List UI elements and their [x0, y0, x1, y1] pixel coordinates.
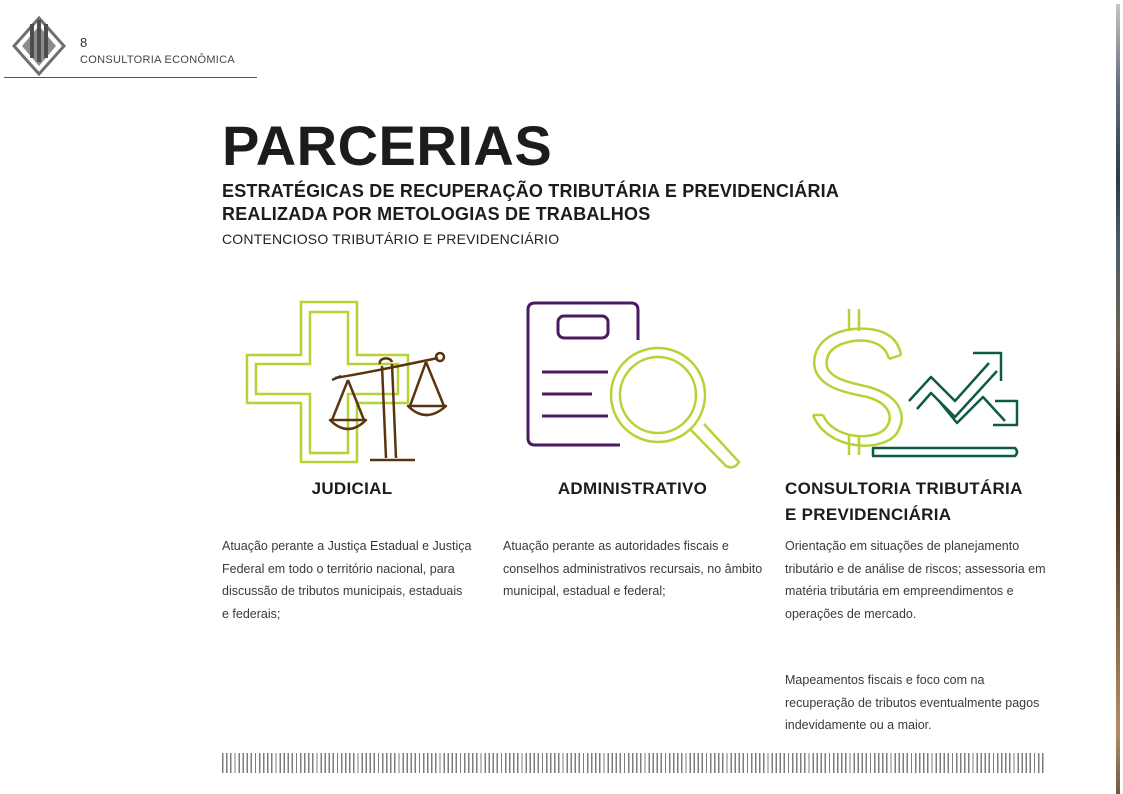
page-title: PARCERIAS — [222, 114, 553, 177]
page-number: 8 — [80, 35, 88, 50]
scales-of-justice-icon — [240, 298, 470, 468]
brand-name: CONSULTORIA ECONÔMICA — [80, 54, 236, 66]
page-subtitle — [222, 180, 839, 226]
consultancy-heading — [785, 476, 1055, 528]
document-search-icon — [520, 298, 745, 473]
adjacent-page-edge — [1116, 4, 1120, 794]
consultancy-heading-line: CONSULTORIA TRIBUTÁRIA — [785, 479, 1023, 498]
administrative-heading: ADMINISTRATIVO — [557, 479, 708, 498]
subtitle-line: ESTRATÉGICAS DE RECUPERAÇÃO TRIBUTÁRIA E PREVIDENCIÁRIA — [222, 181, 840, 201]
page-tagline: CONTENCIOSO TRIBUTÁRIO E PREVIDENCIÁRIO — [222, 231, 560, 247]
administrative-description: Atuação perante as autoridades fiscais e conselhos administrativos recursais, no âmbito municipal, estadual e federal; — [503, 539, 763, 598]
consultancy-heading-line: E PREVIDENCIÁRIA — [785, 505, 952, 524]
decorative-barcode-strip — [222, 753, 1044, 773]
page-header — [0, 0, 260, 80]
dollar-growth-icon — [805, 305, 1030, 465]
consultancy-description-extra: Mapeamentos fiscais e foco com na recuperação de tributos eventualmente pagos indevidamente ou a maior. — [785, 673, 1040, 732]
judicial-description: Atuação perante a Justiça Estadual e Justiça Federal em todo o território nacional, para discussão de tributos municipais, estaduais e federais; — [222, 539, 472, 621]
subtitle-line: REALIZADA POR METOLOGIAS DE TRABALHOS — [222, 204, 651, 224]
judicial-heading: JUDICIAL — [311, 479, 393, 498]
consultancy-description: Orientação em situações de planejamento tributário e de análise de riscos; assessoria em matéria tributária em empreendimentos e operações de mercado. — [785, 539, 1046, 621]
header-divider — [4, 77, 257, 78]
company-logo — [12, 16, 66, 76]
